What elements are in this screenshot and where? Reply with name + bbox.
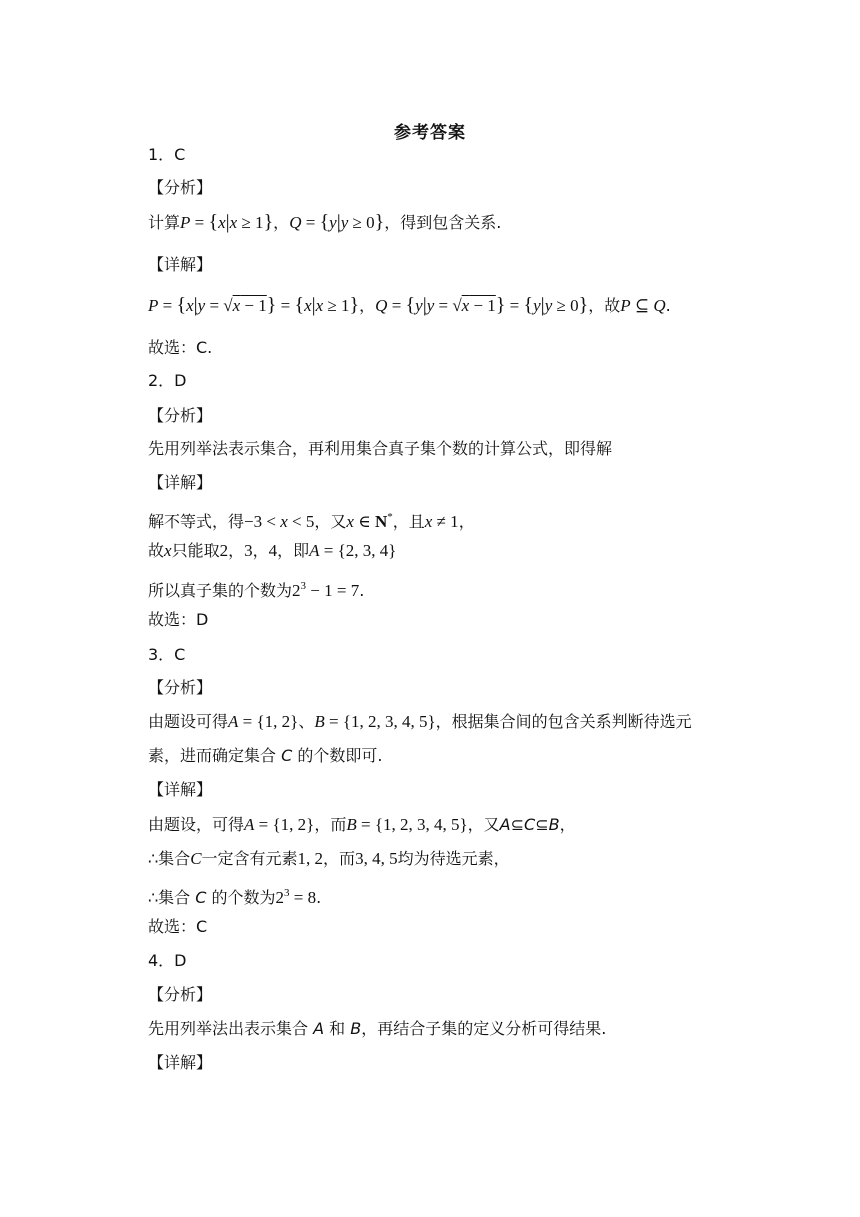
- q3-analysis-line2: 素，进而确定集合 C 的个数即可.: [148, 746, 383, 765]
- q2-answer: 故选：D: [148, 610, 209, 629]
- q3-answer: 故选：C: [148, 917, 208, 936]
- q1-analysis-tag: 【分析】: [148, 178, 213, 197]
- page-title: 参考答案: [394, 123, 466, 143]
- q1-detail-tag: 【详解】: [148, 255, 213, 274]
- q3-detail-line1: 由题设，可得A = {1, 2}，而B = {1, 2, 3, 4, 5}，又A⊆C⊆B，: [148, 815, 576, 834]
- q4-number: 4．D: [148, 951, 187, 970]
- q2-detail-tag: 【详解】: [148, 473, 213, 492]
- q1-number: 1．C: [148, 145, 186, 164]
- q2-detail-line3: 所以真子集的个数为$2^3 - 1 = 7$.: [148, 580, 365, 600]
- q2-detail-line1: 解不等式，得−3 < x < 5，又x ∈ N*，且x ≠ 1，: [148, 511, 475, 531]
- q2-detail-line2: 故x只能取2，3，4，即A = {2, 3, 4}: [148, 541, 397, 560]
- q2-number: 2．D: [148, 371, 187, 390]
- q4-analysis-tag: 【分析】: [148, 985, 213, 1004]
- q4-detail-tag: 【详解】: [148, 1053, 213, 1072]
- q2-analysis-tag: 【分析】: [148, 406, 213, 425]
- q3-detail-line3: ∴集合 C 的个数为$2^3 = 8$.: [148, 887, 322, 907]
- q3-detail-tag: 【详解】: [148, 780, 213, 799]
- q3-analysis-tag: 【分析】: [148, 678, 213, 697]
- q3-analysis-line1: 由题设可得A = {1, 2}、B = {1, 2, 3, 4, 5}，根据集合间的包含关系判断待选元: [148, 712, 692, 731]
- q3-number: 3．C: [148, 645, 186, 664]
- q1-answer: 故选：C.: [148, 338, 213, 357]
- q1-detail: P = {x|y = √x − 1} = {x|x ≥ 1}，Q = {y|y = √x − 1} = {y|y ≥ 0}，故P ⊆ Q.: [148, 294, 671, 316]
- q3-detail-line2: ∴集合C一定含有元素1, 2，而3, 4, 5均为待选元素，: [148, 849, 510, 868]
- q2-analysis: 先用列举法表示集合，再利用集合真子集个数的计算公式，即得解: [148, 439, 613, 458]
- q1-analysis: 计算P = {x|x ≥ 1}，Q = {y|y ≥ 0}，得到包含关系.: [148, 211, 502, 233]
- q4-analysis: 先用列举法出表示集合 A 和 B，再结合子集的定义分析可得结果.: [148, 1019, 607, 1038]
